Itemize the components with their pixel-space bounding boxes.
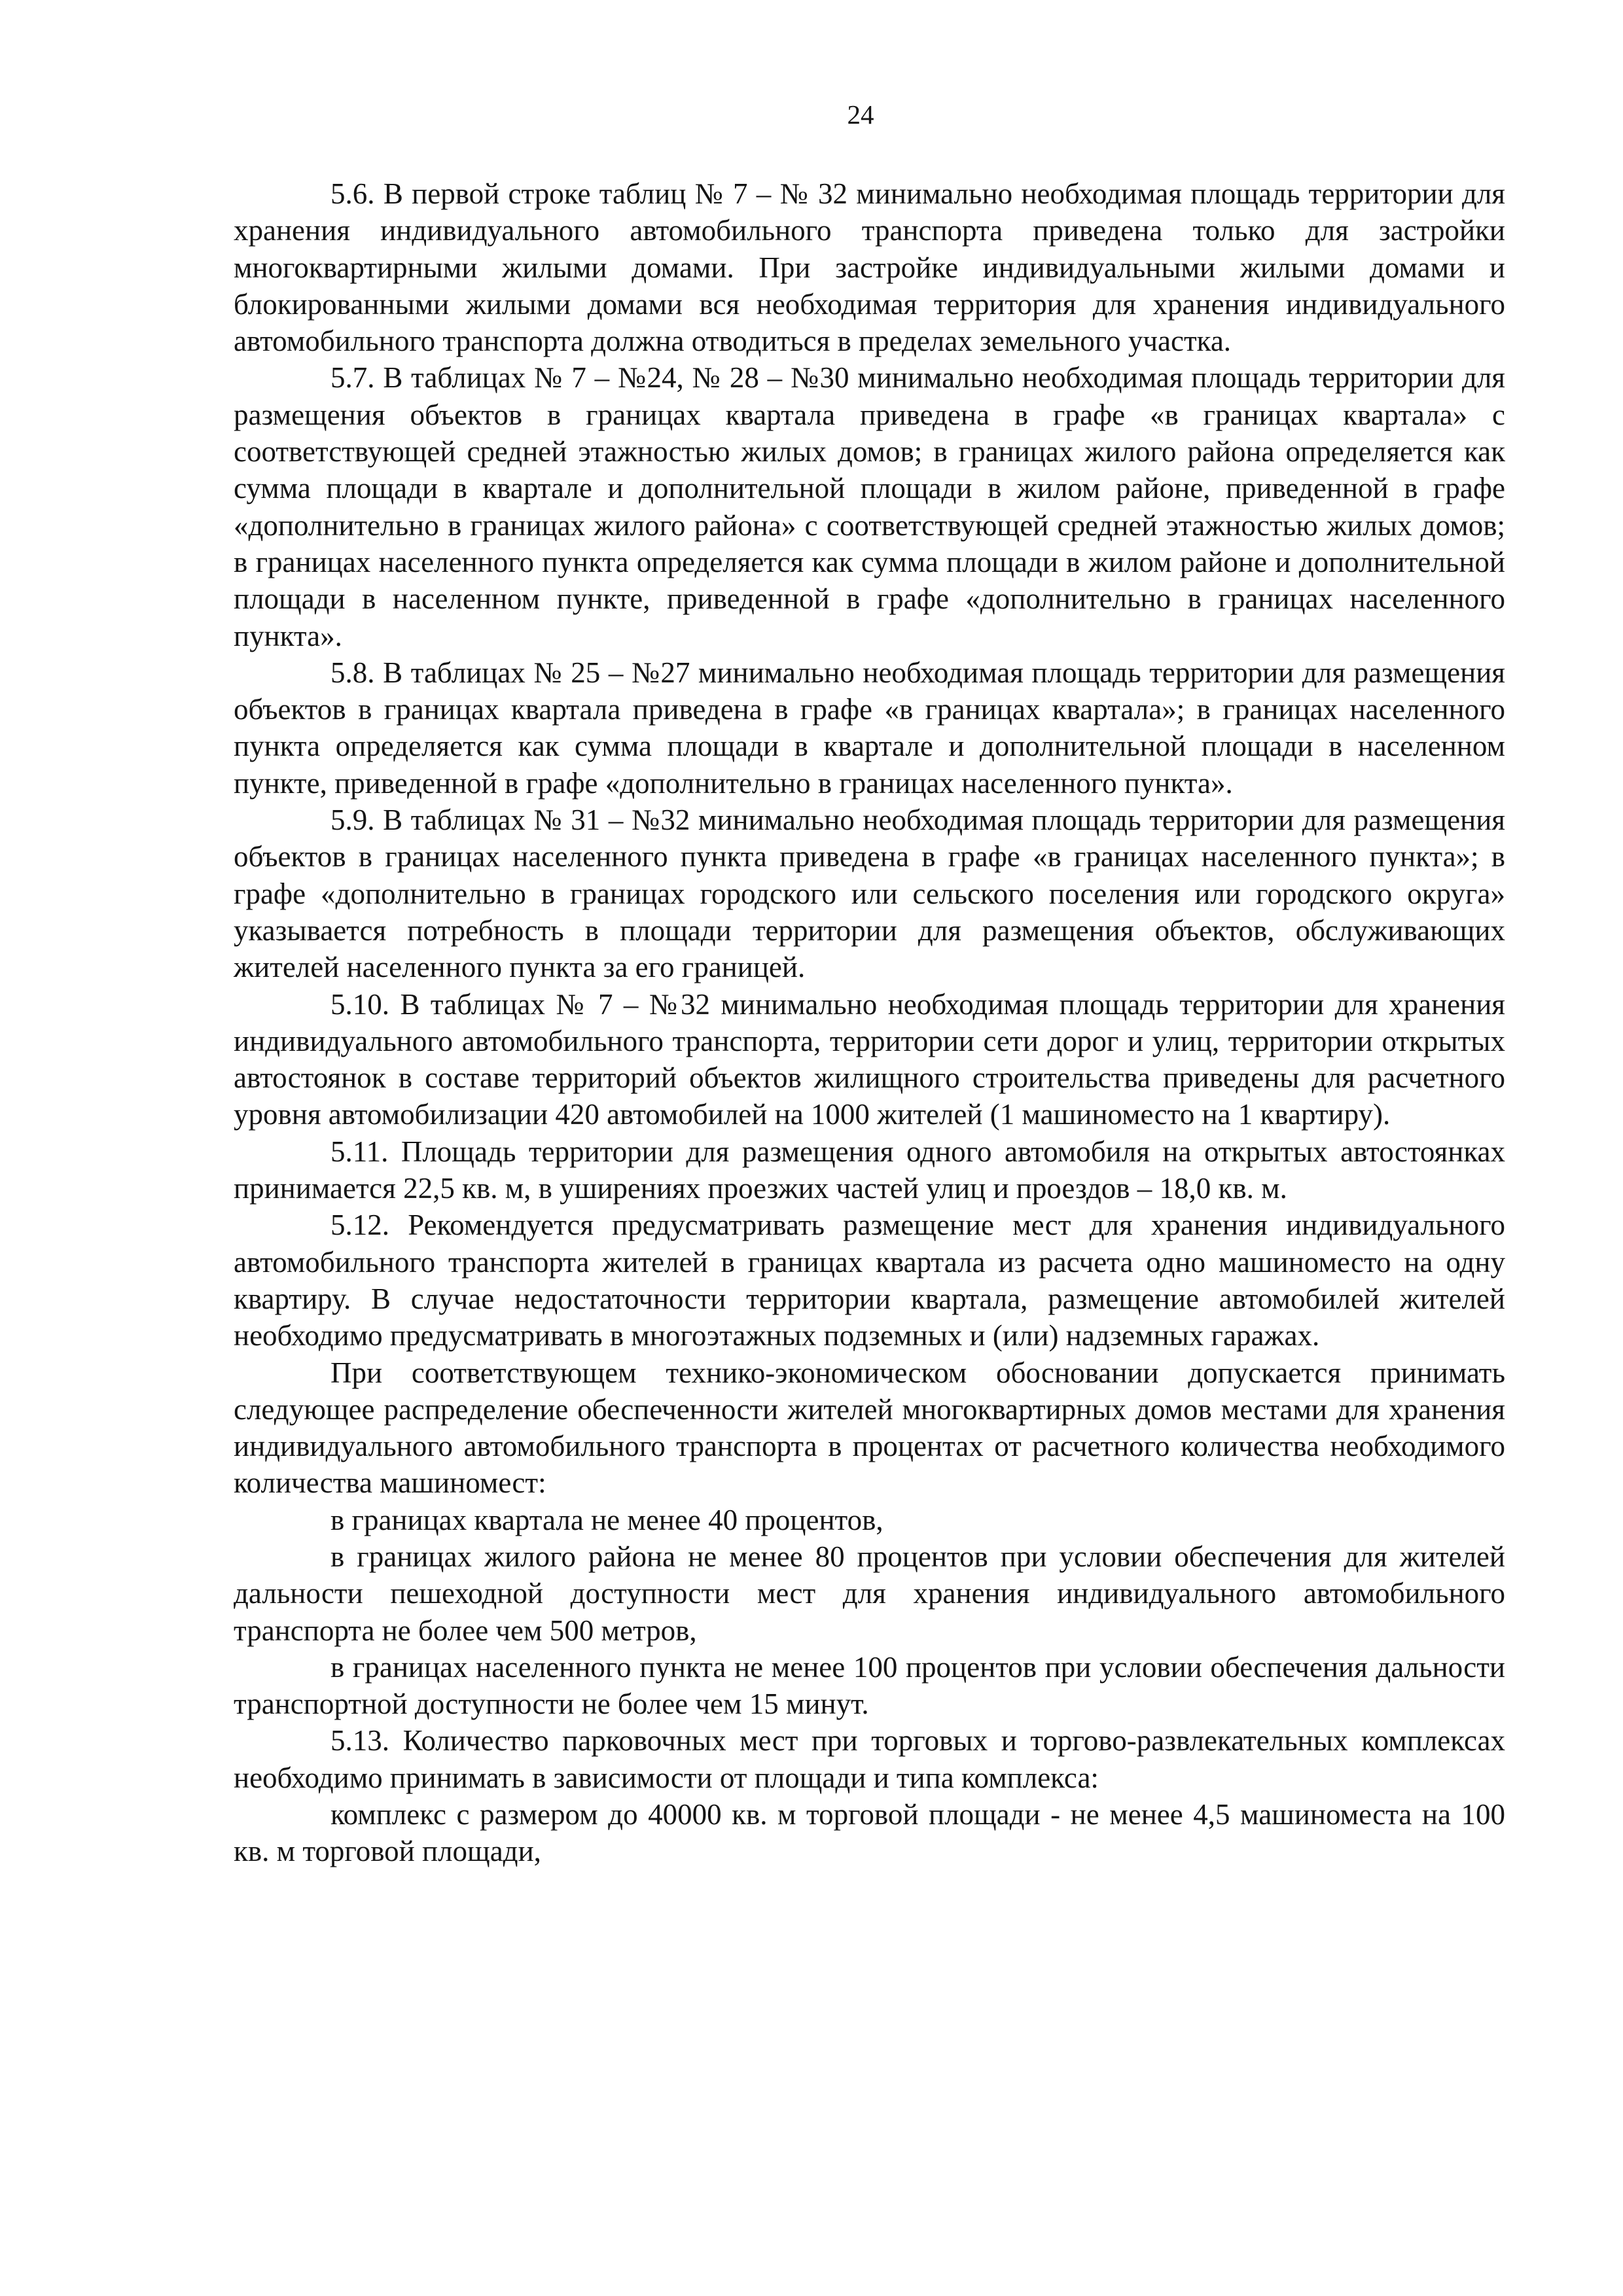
document-body <box>234 175 1505 1870</box>
paragraph-5-10: 5.10. В таблицах № 7 – №32 минимально необходимая площадь территории для хранения индивидуального автомобильного транспорта, территории сети дорог и улиц, территории открытых автостоянок в составе территорий объектов жилищного строительства приведены для расчетного уровня автомобилизации 420 автомобилей на 1000 жителей (1 машиноместо на 1 квартиру). <box>234 987 1505 1131</box>
paragraph-5-12: 5.12. Рекомендуется предусматривать размещение мест для хранения индивидуального автомобильного транспорта жителей в границах квартала из расчета одно машиноместо на одну квартиру. В случае недостаточности территории квартала, размещение автомобилей жителей необходимо предусматривать в многоэтажных подземных и (или) надземных гаражах. <box>234 1209 1505 1352</box>
paragraph-district-80-percent: в границах жилого района не менее 80 процентов при условии обеспечения для жителей дальности пешеходной доступности мест для хранения индивидуального автомобильного транспорта не более чем 500 метров, <box>234 1540 1505 1647</box>
paragraph-distribution-intro: При соответствующем технико-экономическом обосновании допускается принимать следующее распределение обеспеченности жителей многоквартирных домов местами для хранения индивидуального автомобильного транспорта в процентах от расчетного количества необходимого количества машиномест: <box>234 1356 1505 1500</box>
paragraph-5-13: 5.13. Количество парковочных мест при торговых и торгово-развлекательных комплексах необходимо принимать в зависимости от площади и типа комплекса: <box>234 1724 1505 1794</box>
paragraph-5-9: 5.9. В таблицах № 31 – №32 минимально необходимая площадь территории для размещения объектов в границах населенного пункта приведена в графе «в границах населенного пункта»; в графе «дополнительно в границах городского или сельского поселения или городского округа» указывается потребность в площади территории для размещения объектов, обслуживающих жителей населенного пункта за его границей. <box>234 804 1505 984</box>
paragraph-settlement-100-percent: в границах населенного пункта не менее 100 процентов при условии обеспечения дальности транспортной доступности не более чем 15 минут. <box>234 1650 1505 1721</box>
paragraph-quarter-40-percent: в границах квартала не менее 40 процентов, <box>330 1503 883 1536</box>
paragraph-5-11: 5.11. Площадь территории для размещения одного автомобиля на открытых автостоянках принимается 22,5 кв. м, в уширениях проезжих частей улиц и проездов – 18,0 кв. м. <box>234 1135 1505 1205</box>
page-number: 24 <box>847 99 874 130</box>
paragraph-complex-40000: комплекс с размером до 40000 кв. м торговой площади - не менее 4,5 машиноместа на 100 кв. м торговой площади, <box>234 1798 1505 1868</box>
paragraph-5-8: 5.8. В таблицах № 25 – №27 минимально необходимая площадь территории для размещения объектов в границах квартала приведена в графе «в границах квартала»; в границах населенного пункта определяется как сумма площади в квартале и дополнительной площади в населенном пункте, приведенной в графе «дополнительно в границах населенного пункта». <box>234 656 1505 800</box>
paragraph-5-6: 5.6. В первой строке таблиц № 7 – № 32 минимально необходимая площадь территории для хранения индивидуального автомобильного транспорта приведена только для застройки многоквартирными жилыми домами. При застройке индивидуальными жилыми домами и блокированными жилыми домами вся необходимая территория для хранения индивидуального автомобильного транспорта должна отводиться в пределах земельного участка. <box>234 177 1505 358</box>
paragraph-5-7: 5.7. В таблицах № 7 – №24, № 28 – №30 минимально необходимая площадь территории для размещения объектов в границах квартала приведена в графе «в границах квартала» с соответствующей средней этажностью жилых домов; в границах жилого района определяется как сумма площади в квартале и дополнительной площади в жилом районе, приведенной в графе «дополнительно в границах жилого района» с соответствующей средней этажностью жилых домов; в границах населенного пункта определяется как сумма площади в жилом районе и дополнительной площади в населенном пункте, приведенной в графе «дополнительно в границах населенного пункта». <box>234 361 1505 652</box>
